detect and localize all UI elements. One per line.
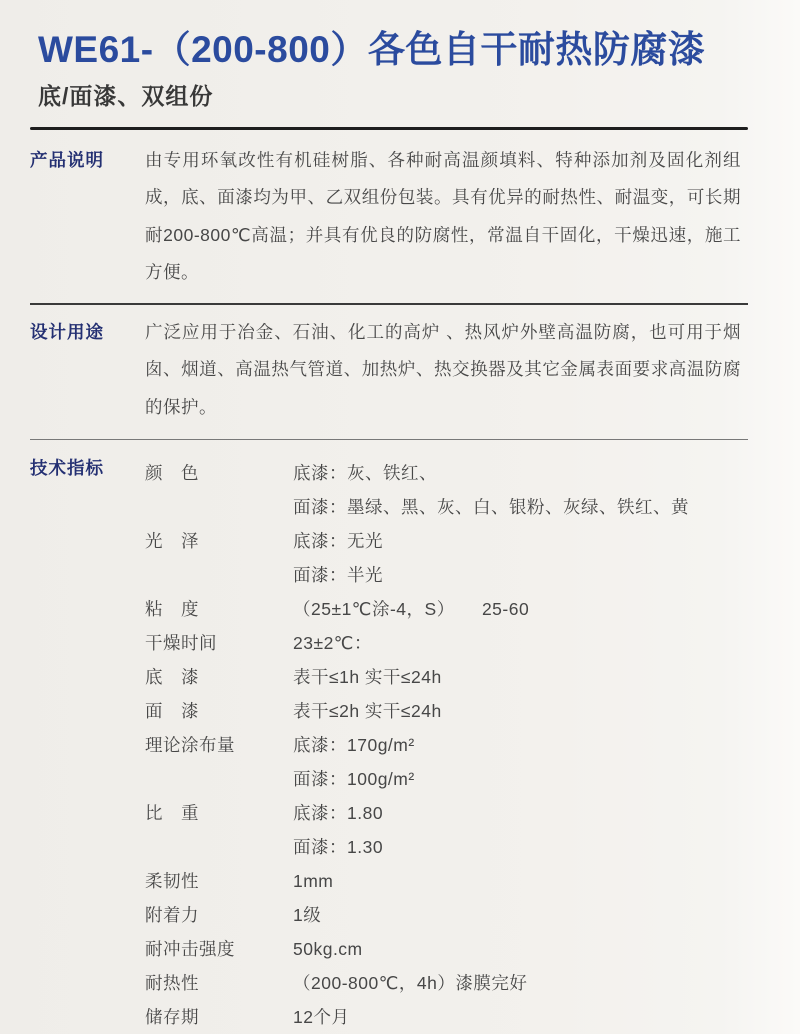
divider-header [30, 127, 748, 130]
spec-value-line: 12个月 [293, 1007, 350, 1028]
spec-row [145, 796, 748, 864]
spec-property-name: 光 泽 [145, 531, 199, 552]
spec-property-values [293, 932, 748, 966]
spec-property-values [293, 660, 748, 694]
spec-property-values [293, 898, 748, 932]
spec-value-line: 面漆：半光 [293, 565, 383, 586]
spec-row [145, 966, 748, 1000]
spec-value-line: 面漆：1.30 [293, 837, 384, 858]
spec-property-values [293, 796, 748, 864]
spec-row [145, 592, 748, 626]
spec-value-line: 1mm [293, 871, 334, 892]
spec-property-values [293, 1000, 748, 1034]
spec-row [145, 660, 748, 694]
spec-value-line: 底漆：1.80 [293, 803, 384, 824]
spec-property-values [293, 456, 748, 524]
spec-property-values [293, 626, 748, 660]
spec-value-line: 面漆：100g/m² [293, 769, 415, 790]
spec-row [145, 694, 748, 728]
spec-property-values [293, 864, 748, 898]
section-label-design: 设计用途 [30, 321, 104, 342]
tech-spec-table [145, 456, 748, 1034]
spec-property-name: 耐冲击强度 [145, 939, 235, 960]
spec-property-name: 干燥时间 [145, 633, 217, 654]
spec-row [145, 626, 748, 660]
spec-property-name: 粘 度 [145, 599, 199, 620]
spec-property-values [293, 966, 748, 1000]
section-label-product: 产品说明 [30, 149, 104, 170]
spec-value-line: 底漆：灰、铁红、 [293, 463, 437, 484]
divider-product [30, 303, 748, 305]
spec-property-name: 颜 色 [145, 463, 199, 484]
spec-property-name: 理论涂布量 [145, 735, 235, 756]
spec-row [145, 898, 748, 932]
spec-row [145, 1000, 748, 1034]
product-description-text: 由专用环氧改性有机硅树脂、各种耐高温颜填料、特种添加剂及固化剂组成，底、面漆均为甲、乙双组份包装。具有优异的耐热性、耐温变，可长期耐200-800℃高温；并具有优良的防腐性，常温自干固化，干燥迅速，施工方便。 [145, 149, 741, 283]
spec-value-line: 50kg.cm [293, 939, 363, 960]
section-design-use [30, 319, 748, 427]
spec-row [145, 524, 748, 592]
spec-property-name: 耐热性 [145, 973, 199, 994]
spec-value-line: 表干≤2h 实干≤24h [293, 701, 442, 722]
spec-row [145, 456, 748, 524]
spec-value-line: （25±1℃涂-4，S） 25-60 [293, 599, 530, 620]
spec-property-values [293, 694, 748, 728]
spec-value-line: 23±2℃： [293, 633, 372, 654]
section-label-tech: 技术指标 [30, 458, 104, 479]
spec-row [145, 864, 748, 898]
spec-property-name: 柔韧性 [145, 871, 199, 892]
spec-row [145, 728, 748, 796]
spec-property-name: 比 重 [145, 803, 199, 824]
page-subtitle: 底/面漆、双组份 [38, 82, 214, 109]
design-use-text: 广泛应用于冶金、石油、化工的高炉 、热风炉外壁高温防腐，也可用于烟囱、烟道、高温热气管道、加热炉、热交换器及其它金属表面要求高温防腐的保护。 [145, 321, 741, 417]
section-technical-specs [30, 455, 748, 1034]
divider-design [30, 439, 748, 440]
spec-property-values [293, 524, 748, 592]
spec-property-values [293, 728, 748, 796]
spec-value-line: （200-800℃，4h）漆膜完好 [293, 973, 528, 994]
spec-property-name: 面 漆 [145, 701, 199, 722]
spec-property-values [293, 592, 748, 626]
page-title: WE61-（200-800）各色自干耐热防腐漆 [38, 29, 706, 70]
spec-value-line: 表干≤1h 实干≤24h [293, 667, 442, 688]
spec-value-line: 底漆：无光 [293, 531, 383, 552]
section-product-description [30, 147, 748, 292]
spec-property-name: 储存期 [145, 1007, 199, 1028]
spec-property-name: 附着力 [145, 905, 199, 926]
spec-property-name: 底 漆 [145, 667, 199, 688]
spec-row [145, 932, 748, 966]
spec-value-line: 面漆：墨绿、黑、灰、白、银粉、灰绿、铁红、黄 [293, 497, 689, 518]
spec-value-line: 底漆：170g/m² [293, 735, 415, 756]
spec-value-line: 1级 [293, 905, 322, 926]
